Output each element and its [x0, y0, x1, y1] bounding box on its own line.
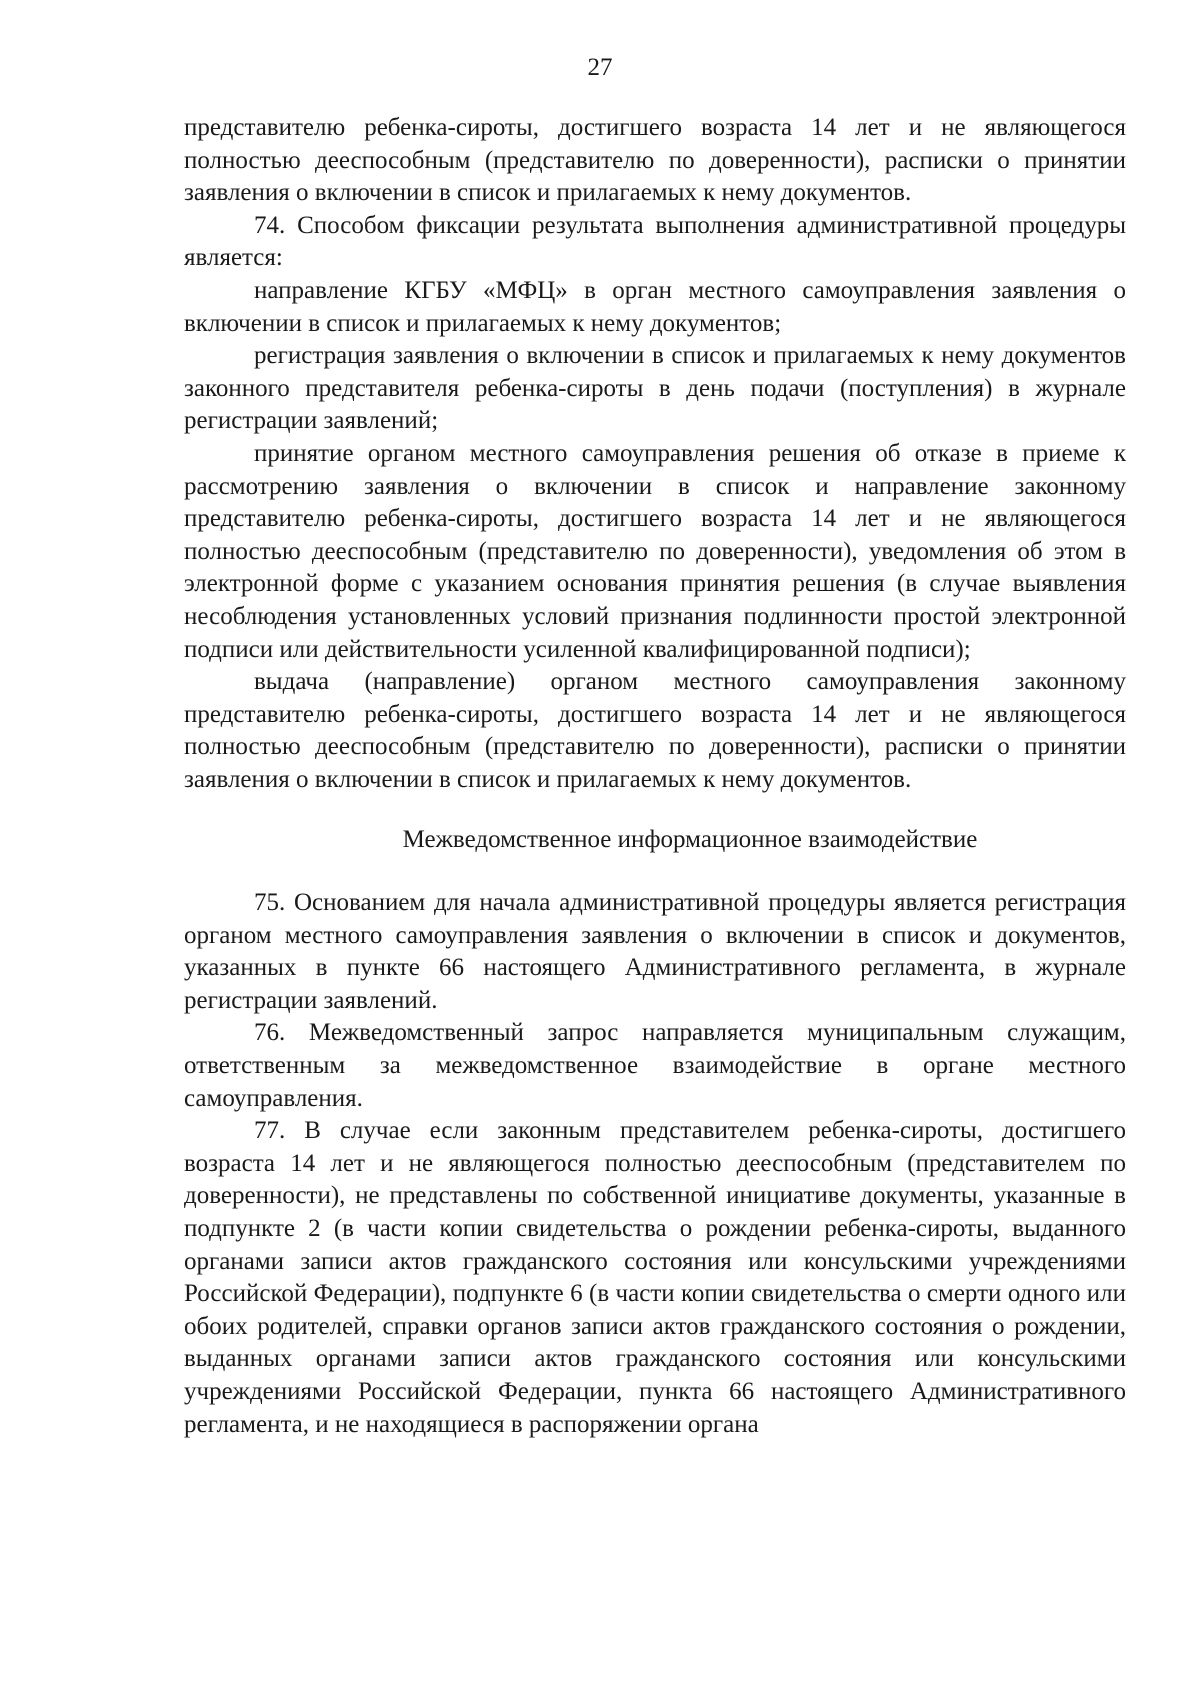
paragraph: выдача (направление) органом местного самоуправления законному представителю ребенка-сироты, достигшего возраста 14 лет и не являющегося полностью дееспособным (представителю по доверенности), расписки о принятии заявления о включении в список и прилагаемых к нему документов.	[184, 668, 1126, 793]
paragraph: принятие органом местного самоуправления решения об отказе в приеме к рассмотрению заявления о включении в список и направление законному представителю ребенка-сироты, достигшего возраста 14 лет и не являющегося полностью дееспособным (представителю по доверенности), уведомления об этом в электронной форме с указанием основания принятия решения (в случае выявления несоблюдения установленных условий признания подлинности простой электронной подписи или действительности усиленной квалифицированной подписи);	[184, 439, 1126, 663]
document-body	[184, 112, 1126, 1441]
paragraph: 76. Межведомственный запрос направляется муниципальным служащим, ответственным за межведомственное взаимодействие в органе местного самоуправления.	[184, 1019, 1126, 1112]
page-number: 27	[587, 54, 613, 81]
paragraph: направление КГБУ «МФЦ» в орган местного самоуправления заявления о включении в список и прилагаемых к нему документов;	[184, 276, 1126, 337]
paragraph: 74. Способом фиксации результата выполнения административной процедуры является:	[184, 211, 1126, 272]
paragraph: представителю ребенка-сироты, достигшего возраста 14 лет и не являющегося полностью дееспособным (представителю по доверенности), расписки о принятии заявления о включении в список и прилагаемых к нему документов.	[184, 114, 1126, 207]
section-heading: Межведомственное информационное взаимодействие	[402, 826, 978, 854]
paragraph: регистрация заявления о включении в список и прилагаемых к нему документов законного представителя ребенка-сироты в день подачи (поступления) в журнале регистрации заявлений;	[184, 342, 1126, 435]
paragraph: 75. Основанием для начала административной процедуры является регистрация органом местного самоуправления заявления о включении в список и документов, указанных в пункте 66 настоящего Административного регламента, в журнале регистрации заявлений.	[184, 889, 1126, 1014]
paragraph: 77. В случае если законным представителем ребенка-сироты, достигшего возраста 14 лет и не являющегося полностью дееспособным (представителем по доверенности), не представлены по собственной инициативе документы, указанные в подпункте 2 (в части копии свидетельства о рождении ребенка-сироты, выданного органами записи актов гражданского состояния или консульскими учреждениями Российской Федерации), подпункте 6 (в части копии свидетельства о смерти одного или обоих родителей, справки органов записи актов гражданского состояния о рождении, выданных органами записи актов гражданского состояния или консульскими учреждениями Российской Федерации, пункта 66 настоящего Административного регламента, и не находящиеся в распоряжении органа	[184, 1117, 1126, 1438]
